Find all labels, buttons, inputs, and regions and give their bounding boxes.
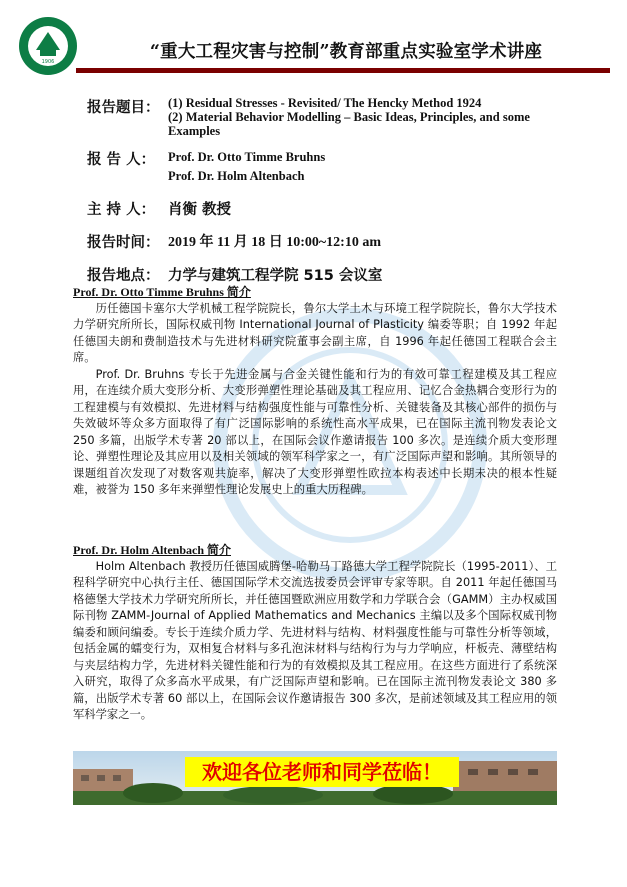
speaker-name: Prof. Dr. Holm Altenbach (168, 169, 305, 183)
lecture-info (87, 96, 557, 285)
bruhns-bio (73, 284, 557, 499)
header-divider (76, 68, 610, 73)
speaker-label: 报 告 人： (87, 152, 156, 168)
bio-paragraph: Prof. Dr. Bruhns 专长于先进金属与合金关键性能和行为的有效可靠工程建模及其工程应用，在连续介质大变形分析、大变形弹塑性理论基础及其工程应用、记忆合金热耦合变形行为的工程建模与有效模拟、先进材料与结构强度性能与可靠性分析、关键装备及其核心部件的损伤与失效破坏等众多方面取得了有广泛国际影响的系统性高水平成果，已在国际主流刊物发表论文 250 多篇，出版学术专著 20 部以上，在国际会议作邀请报告 100 多次。是连续介质大变形理论、弹塑性理论及其应用以及相关领域的领军科学家之一，有广泛国际声望和影响。其所领导的课题组首次发现了对数客观共旋率，解决了大变形弹塑性欧拉本构表述中长期未决的根本性疑难，被誉为 150 多年来弹塑性理论发展史上的重大历程碑。 (73, 367, 557, 496)
host-value: 肖衡 教授 (168, 202, 232, 218)
bio-heading: Prof. Dr. Holm Altenbach 简介 (73, 543, 231, 557)
bio-paragraph: Holm Altenbach 教授历任德国威腾堡-哈勒马丁路德大学工程学院院长（1995-2011）、工程科学研究中心执行主任、德国国际学术交流选拔委员会评审专家等职。自 2011 年起任德国马格德堡大学技术力学研究所所长，并任德国暨欧洲应用数学和力学联合会（GAMM）主办权威国际刊物 ZAMM-Journal of Applied Mathematics and Mechanics 主编以及多个国际权威刊物编委和顾问编委。专长于连续介质力学、先进材料与结构、材料强度性能与可靠性分析等领域，包括金属的蠕变行为，双相复合材料与多孔泡沫材料与结构行为与力学响应，杆板壳、薄壁结构与夹层结构力学，先进材料关键性能和行为的有效模拟及其工程应用。在这些方面进行了系统深入研究，取得了众多高水平成果，有广泛国际声望和影响。已在国际主流刊物发表论文 380 多篇，出版学术专著 60 部以上，在国际会议作邀请报告 300 多次，是前述领域及其工程应用的领军科学家之一。 (73, 559, 557, 721)
time-label: 报告时间： (87, 235, 160, 251)
bio-heading: Prof. Dr. Otto Timme Bruhns 简介 (73, 285, 251, 299)
speaker-name: Prof. Dr. Otto Timme Bruhns (168, 150, 326, 164)
svg-text:1906: 1906 (41, 59, 55, 65)
place-label: 报告地点： (87, 268, 160, 284)
host-label: 主 持 人： (87, 202, 156, 218)
topic-line: (1) Residual Stresses - Revisited/ The Hencky Method 1924 (168, 96, 482, 110)
altenbach-bio (73, 542, 557, 724)
topic-line: (2) Material Behavior Modelling – Basic Ideas, Principles, and some (168, 110, 530, 124)
bio-paragraph: 历任德国卡塞尔大学机械工程学院院长，鲁尔大学土木与环境工程学院院长，鲁尔大学技术力学研究所所长，国际权威刊物 International Journal of Plasticity 编委等职；自 1992 年起任德国夫朗和费制造技术与先进材料研究院董事会副主席，自 1996 年起任德国工程联合会主席。 (73, 301, 557, 364)
welcome-banner (73, 751, 557, 805)
university-logo (18, 16, 78, 76)
topic-line: Examples (168, 124, 221, 138)
time-value: 2019 年 11 月 18 日 10:00~12:10 am (168, 235, 381, 250)
place-value: 力学与建筑工程学院 515 会议室 (168, 268, 383, 284)
page-title: “重大工程灾害与控制”教育部重点实验室学术讲座 (149, 42, 543, 62)
welcome-text: 欢迎各位老师和同学莅临！ (185, 757, 459, 787)
topic-label: 报告题目： (87, 100, 160, 116)
